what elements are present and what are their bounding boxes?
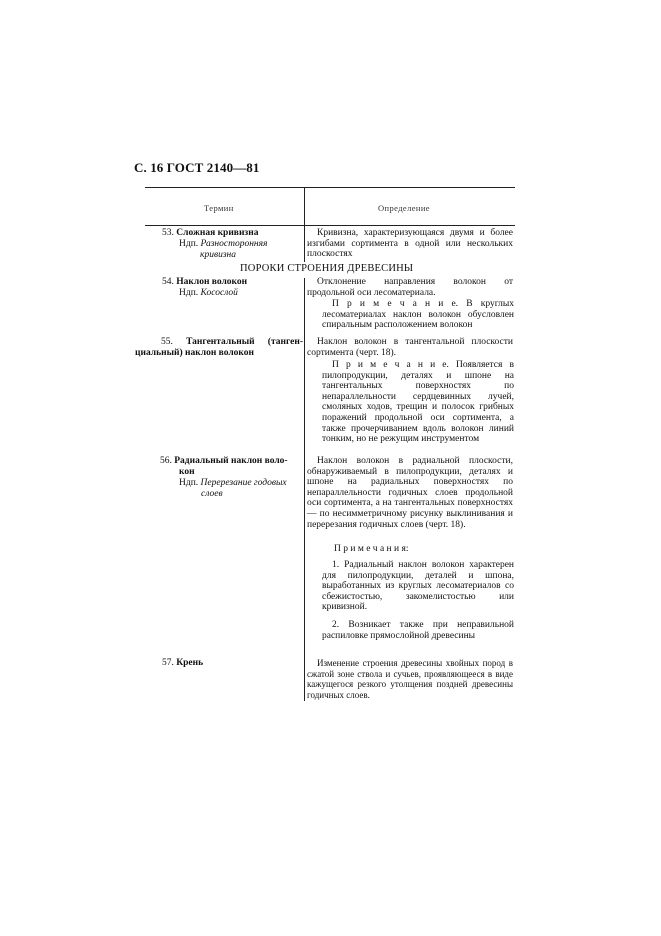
- entry-53-title: Сложная кривизна: [176, 228, 259, 238]
- entry-53-alt-line2: кривизна: [200, 250, 236, 260]
- entry-53-definition-text: Кривизна, характеризующаяся двумя и более изгибами сортимента в одной или нескольких плоскостях: [307, 228, 513, 260]
- entry-53-term: [162, 228, 302, 261]
- entry-54-definition-text: Отклонение направления волокон от продольной оси лесоматериала.: [307, 277, 513, 298]
- entry-57-term: [162, 658, 302, 669]
- entry-55-title-line2: циальный) наклон волокон: [135, 348, 255, 358]
- entry-56-title-line1: Радиальный наклон воло-: [174, 456, 288, 466]
- entry-54-alt-prefix: Ндп.: [179, 288, 199, 298]
- entry-55-note-text: Появляется в пилопродукции, деталях и шпоне на тангентальных поверхностях по непараллельности сердцевинных лучей, смоляных ходов, трещин и полосок грибных поражений продольной оси сортимента, а также прочерчиванием вдоль волокон линий тонким, но не режущим инструментом: [322, 360, 515, 445]
- entry-54-number: 54.: [162, 277, 174, 287]
- entry-53-definition: [307, 228, 513, 260]
- entry-54-note-text: В круглых лесоматериалах наклон волокон обусловлен спиральным расположением волокон: [322, 299, 514, 331]
- entry-56-notes-label: П р и м е ч а н и я:: [334, 544, 409, 554]
- entry-55-definition-text: Наклон волокон в тангентальной плоскости сортимента (черт. 18).: [307, 337, 513, 358]
- entry-54-note: [322, 299, 514, 331]
- entry-54-term: [162, 277, 302, 299]
- entry-56-alt-line2: слоев: [201, 489, 223, 499]
- entry-57-definition-text: Изменение строения древесины хвойных пород в сжатой зоне ствола и сучьев, проявляющееся в виде кажущегося резкого утолщения поздней древесины годичных слоев.: [307, 658, 513, 700]
- entry-55-note: [322, 360, 514, 445]
- entry-54-definition: [307, 277, 513, 298]
- column-header-term: Термин: [204, 203, 234, 213]
- entry-56-term: [160, 456, 303, 500]
- entry-54-note-label: П р и м е ч а н и е.: [332, 299, 459, 309]
- column-divider-main: [304, 278, 305, 701]
- page-header: С. 16 ГОСТ 2140—81: [134, 160, 260, 175]
- entry-54-title: Наклон волокон: [176, 277, 248, 287]
- entry-55-number: 55.: [161, 337, 173, 347]
- entry-56-number: 56.: [160, 456, 172, 466]
- entry-55-definition: [307, 337, 513, 358]
- table-header-rule: [145, 225, 515, 226]
- entry-56-note-2-text: 2. Возникает также при неправильной распиловке прямослойной древесины: [322, 620, 514, 641]
- entry-56-definition-text: Наклон волокон в радиальной плоскости, обнаруживаемый в пилопродукции, деталях и шпоне на радиальных поверхностях по непараллельности годичных слоев продольной оси сортимента, а на тангентальных поверхностях — по несимметричному рисунку выклинивания и перерезания годичных слоев (черт. 18).: [307, 456, 513, 530]
- section-title: ПОРОКИ СТРОЕНИЯ ДРЕВЕСИНЫ: [240, 263, 414, 274]
- entry-56-note-2: [322, 620, 514, 641]
- entry-57-title: Крень: [176, 658, 204, 668]
- entry-57-number: 57.: [162, 658, 174, 668]
- table-top-rule: [145, 187, 515, 188]
- entry-56-note-1-text: 1. Радиальный наклон волокон характерен для пилопродукции, деталей и шпона, выработанных из круглых лесоматериалов со сбежистостью, закомелистостью или кривизной.: [322, 560, 514, 613]
- entry-56-title-line2: кон: [179, 467, 195, 477]
- entry-56-alt-prefix: Ндп.: [179, 478, 199, 488]
- entry-56-alt-line1: Перерезание годовых: [200, 478, 287, 488]
- column-header-definition: Определение: [378, 203, 430, 213]
- entry-53-alt-prefix: Ндп.: [179, 239, 199, 249]
- entry-55-title-line1: Тангентальный (танген-: [186, 337, 303, 347]
- entry-57-definition: [307, 658, 513, 700]
- entry-54-alt: Косослой: [200, 288, 238, 298]
- entry-56-definition: [307, 456, 513, 530]
- entry-53-alt-line1: Разносторонняя: [200, 239, 268, 249]
- entry-53-number: 53.: [162, 228, 174, 238]
- entry-55-note-label: П р и м е ч а н и е.: [332, 360, 449, 370]
- entry-55-term: [135, 337, 303, 359]
- column-divider-header: [304, 187, 305, 226]
- column-divider-top: [304, 226, 305, 262]
- entry-56-note-1: [322, 560, 514, 613]
